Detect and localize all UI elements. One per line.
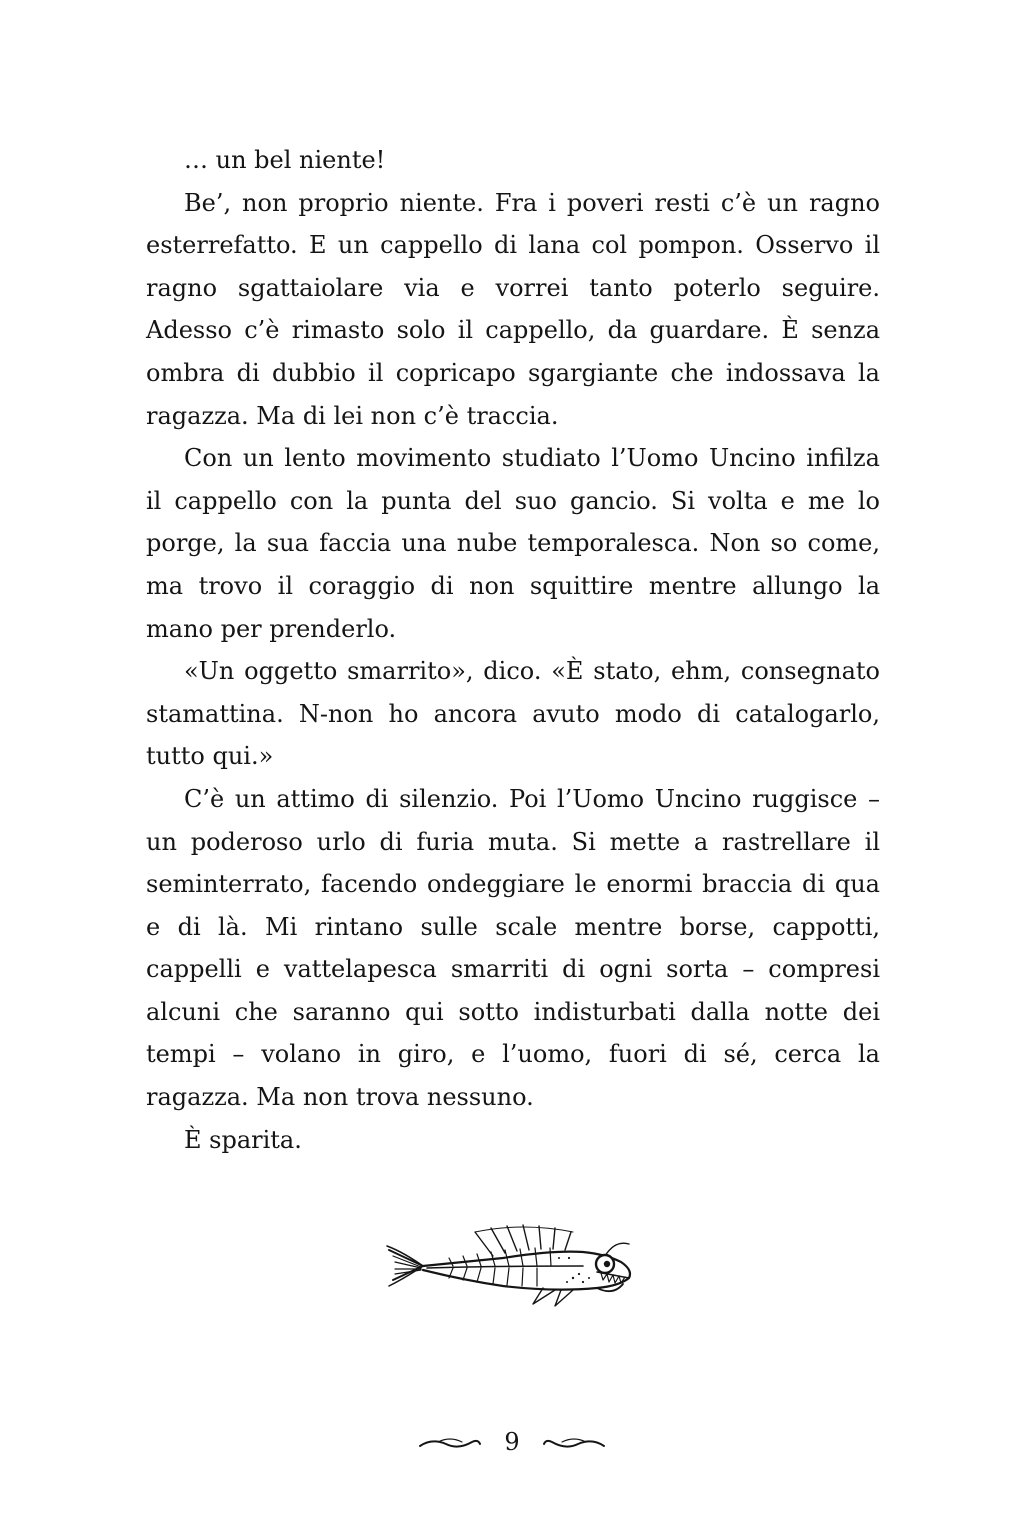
body-text: [146, 139, 880, 1161]
paragraph: Be’, non proprio niente. Fra i poveri resti c’è un ragno esterrefatto. E un cappello di lana col pompon. Osservo il ragno sgattaiolare via e vorrei tanto poterlo seguire. Adesso c’è rimasto solo il cappello, da guardare. È senza ombra di dubbio il copricapo sgargiante che indossava la ragazza. Ma di lei non c’è traccia.: [146, 188, 880, 430]
skeletal-fish-icon: [383, 1222, 645, 1312]
paragraph: È sparita.: [184, 1125, 302, 1154]
paragraph: … un bel niente!: [184, 146, 386, 174]
paragraph: «Un oggetto smarrito», dico. «È stato, ehm, consegnato stamattina. N-non ho ancora avuto modo di catalogarlo, tutto qui.»: [146, 657, 880, 771]
paragraph: Con un lento movimento studiato l’Uomo Uncino infilza il cappello con la punta del suo gancio. Si volta e me lo porge, la sua faccia una nube temporalesca. Non so come, ma trovo il coraggio di non squittire mentre allungo la mano per prenderlo.: [146, 444, 880, 643]
page-number: 9: [504, 1428, 520, 1456]
flourish-right-icon: [542, 1434, 606, 1454]
page-footer: [410, 1424, 614, 1464]
paragraph: C’è un attimo di silenzio. Poi l’Uomo Uncino ruggisce – un poderoso urlo di furia muta. Si mette a rastrellare il seminterrato, facendo ondeggiare le enormi braccia di qua e di là. Mi rintano sulle scale mentre borse, cappotti, cappelli e vattelapesca smarriti di ogni sorta – compresi alcuni che saranno qui sotto indisturbati dalla notte dei tempi – volano in giro, e l’uomo, fuori di sé, cerca la ragazza. Ma non trova nessuno.: [146, 784, 880, 1112]
